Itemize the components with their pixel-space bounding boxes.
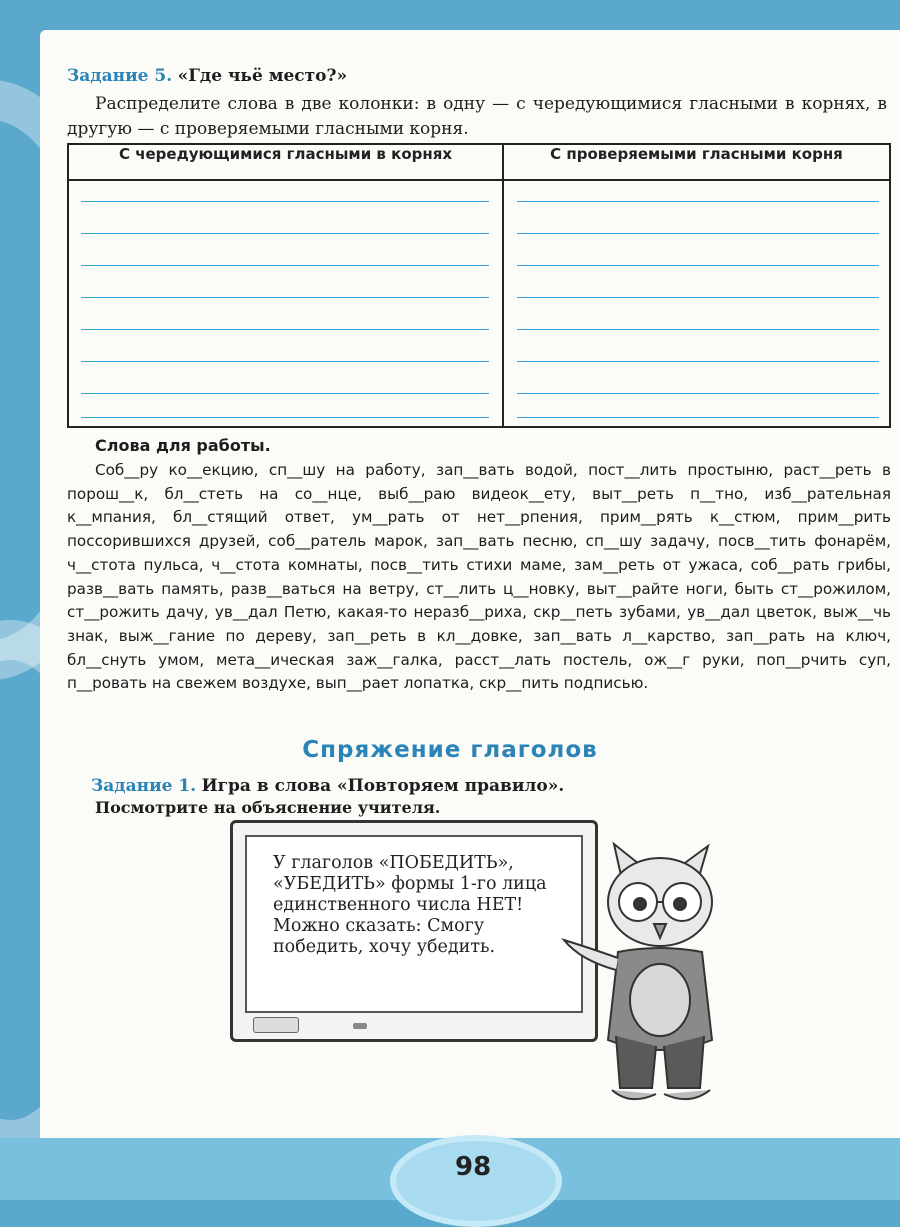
board-rule-text: У глаголов «ПОБЕДИТЬ», «УБЕДИТЬ» формы 1-го лица единственного числа НЕТ! Можно сказать: Смогу победить, хочу убедить. — [273, 853, 547, 957]
right-writing-line[interactable] — [517, 361, 879, 362]
chalkboard-surface — [245, 835, 583, 1013]
words-heading: Слова для работы. — [95, 436, 271, 455]
left-writing-line[interactable] — [81, 297, 489, 298]
task5-title: «Где чьё место?» — [177, 66, 348, 86]
task5-heading — [67, 66, 347, 86]
right-writing-line[interactable] — [517, 201, 879, 202]
left-writing-line[interactable] — [81, 265, 489, 266]
left-writing-line[interactable] — [81, 201, 489, 202]
right-writing-line[interactable] — [517, 233, 879, 234]
right-writing-line[interactable] — [517, 265, 879, 266]
task1-instruction: Посмотрите на объяснение учителя. — [95, 798, 441, 817]
sorting-table — [67, 143, 891, 428]
column-header-alternating: С чередующимися гласными в корнях — [69, 145, 502, 181]
column-divider — [502, 145, 504, 426]
left-writing-line[interactable] — [81, 233, 489, 234]
page-number: 98 — [455, 1152, 492, 1182]
left-writing-line[interactable] — [81, 417, 489, 418]
section-title: Спряжение глаголов — [302, 737, 598, 763]
right-writing-line[interactable] — [517, 297, 879, 298]
task1-heading — [91, 776, 564, 796]
left-writing-line[interactable] — [81, 329, 489, 330]
owl-teacher-illustration — [560, 840, 760, 1120]
column-header-checkable: С проверяемыми гласными корня — [504, 145, 889, 181]
left-writing-line[interactable] — [81, 361, 489, 362]
eraser-icon — [253, 1017, 299, 1033]
right-writing-line[interactable] — [517, 329, 879, 330]
task5-instruction: Распределите слова в две колонки: в одну — с чередующимися гласными в корнях, в другую — с проверяемыми гласными корня. — [67, 94, 887, 139]
left-writing-line[interactable] — [81, 393, 489, 394]
chalk-icon — [353, 1023, 367, 1029]
task1-label: Задание 1. — [91, 776, 197, 796]
task5-label: Задание 5. — [67, 66, 173, 86]
task1-title: Игра в слова «Повторяем правило». — [201, 776, 565, 796]
right-writing-line[interactable] — [517, 417, 879, 418]
chalkboard — [230, 820, 598, 1042]
right-writing-line[interactable] — [517, 393, 879, 394]
owl-icon — [564, 844, 712, 1099]
words-list: Соб__ру ко__екцию, сп__шу на работу, зап__вать водой, пост__лить простыню, раст__реть в порош__к, бл__стеть на со__нце, выб__раю видеок__ету, выт__реть п__тно, изб__рательная к__мпания, бл__стящий ответ, ум__рать от нет__рпения, прим__рять к__стюм, прим__рить поссорившихся друзей, соб__ратель марок, зап__вать песню, сп__шу задачу, посв__тить фонарём, ч__стота пульса, ч__стота комнаты, посв__тить стихи маме, зам__реть от ужаса, соб__рать грибы, разв__вать память, разв__ваться на ветру, ст__лить ц__новку, выт__райте ноги, быть ст__рожилом, ст__рожить дачу, ув__дал Петю, какая-то неразб__риха, скр__петь зубами, ув__дал цветок, выж__чь знак, выж__гание по дереву, зап__реть в кл__довке, зап__вать л__карство, зап__рать на ключ, бл__снуть умом, мета__ическая заж__галка, расст__лать постель, ож__г руки, поп__рчить суп, п__ровать на свежем воздухе, вып__рает лопатка, скр__пить подписью. — [67, 461, 891, 693]
